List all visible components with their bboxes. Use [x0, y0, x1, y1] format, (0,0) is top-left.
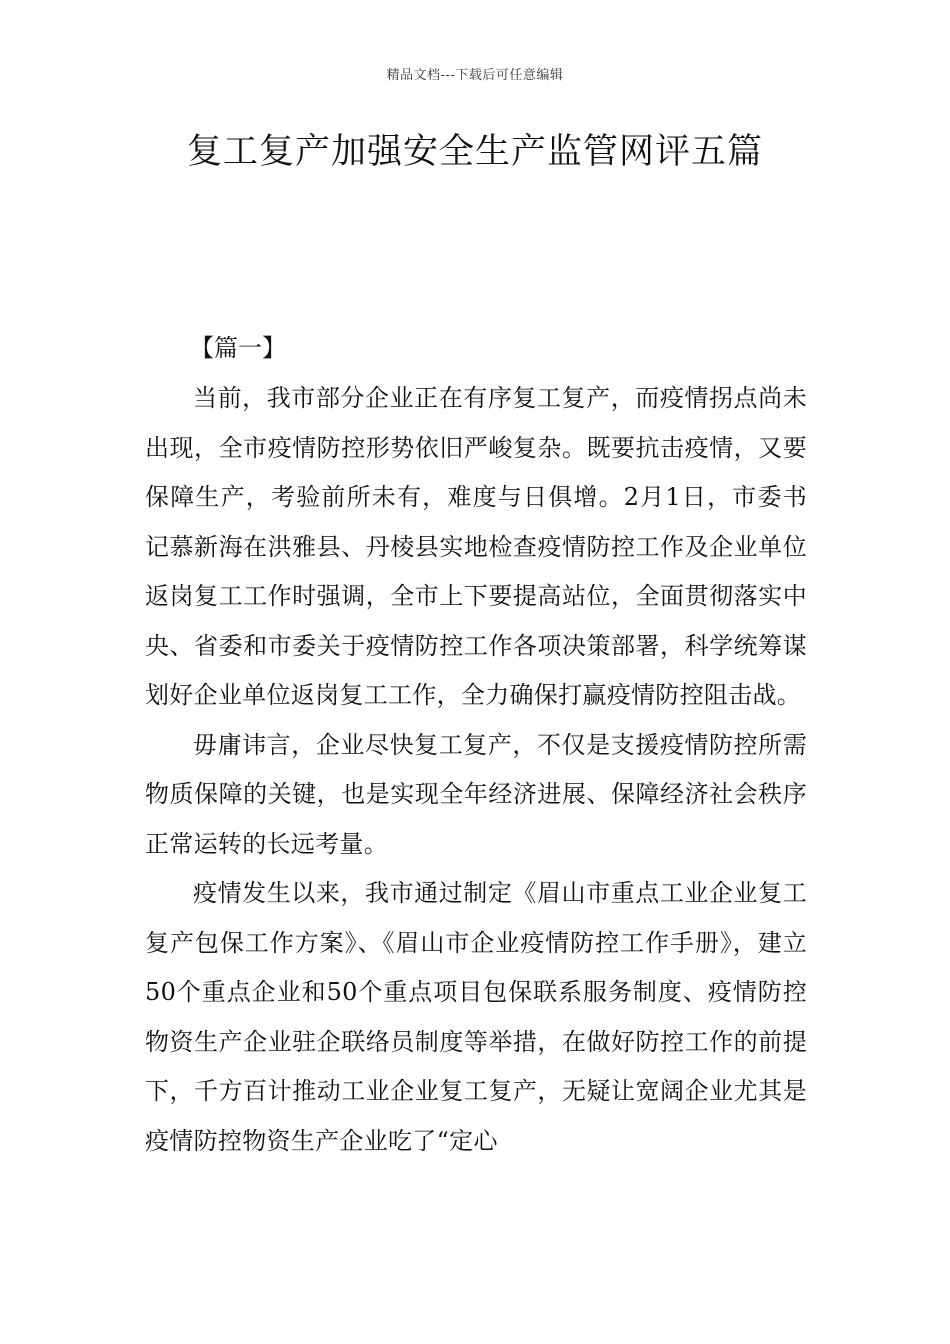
paragraph-2: 毋庸讳言，企业尽快复工复产，不仅是支援疫情防控所需物质保障的关键，也是实现全年经济进展、保障经济社会秩序正常运转的长远考量。	[145, 730, 807, 858]
header-note: 精品文档---下载后可任意编辑	[386, 68, 564, 83]
paragraph-1: 当前，我市部分企业正在有序复工复产，而疫情拐点尚未出现，全市疫情防控形势依旧严峻复杂。既要抗击疫情，又要保障生产，考验前所未有，难度与日俱增。2月1日，市委书记慕新海在洪雅县、丹棱县实地检查疫情防控工作及企业单位返岗复工工作时强调，全市上下要提高站位，全面贯彻落实中央、省委和市委关于疫情防控工作各项决策部署，科学统筹谋划好企业单位返岗复工工作，全力确保打赢疫情防控阻击战。	[145, 384, 807, 709]
document-title: 复工复产加强安全生产监管网评五篇	[186, 132, 763, 172]
document-body	[145, 374, 807, 1166]
section-label: 【篇一】	[190, 334, 286, 362]
paragraph-3: 疫情发生以来，我市通过制定《眉山市重点工业企业复工复产包保工作方案》、《眉山市企业疫情防控工作手册》，建立50个重点企业和50个重点项目包保联系服务制度、疫情防控物资生产企业驻企联络员制度等举措，在做好防控工作的前提下，千方百计推动工业企业复工复产，无疑让宽阔企业尤其是疫情防控物资生产企业吃了“定心	[145, 879, 807, 1155]
